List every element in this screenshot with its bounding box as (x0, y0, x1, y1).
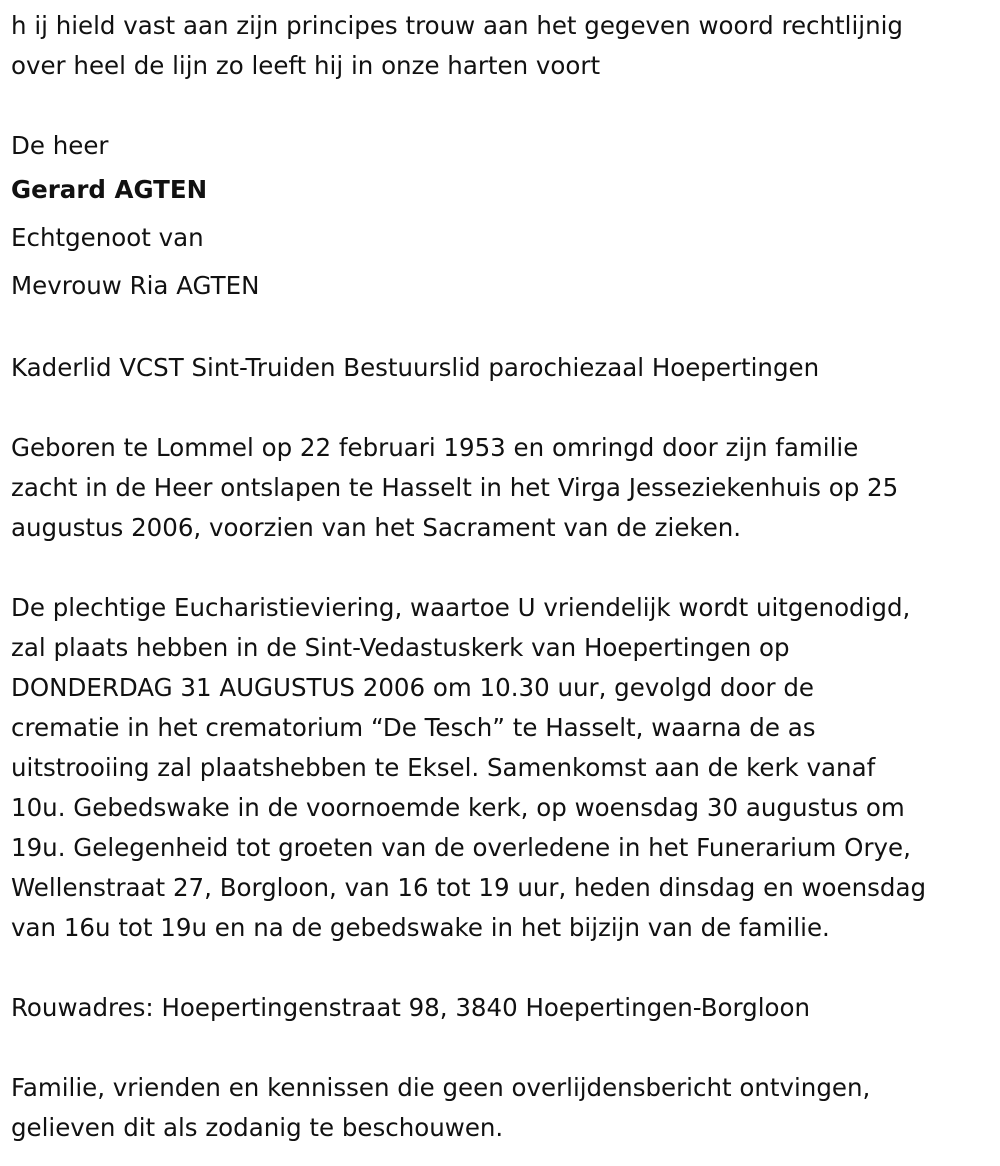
birth-death-line: augustus 2006, voorzien van het Sacrament van de zieken. (11, 513, 742, 542)
relation-text: Echtgenoot van (11, 223, 204, 252)
ceremony-line: DONDERDAG 31 AUGUSTUS 2006 om 10.30 uur, gevolgd door de (11, 673, 814, 702)
ceremony-line: Wellenstraat 27, Borgloon, van 16 tot 19 uur, heden dinsdag en woensdag (11, 873, 927, 902)
closing-line: Familie, vrienden en kennissen die geen overlijdensbericht ontvingen, (11, 1073, 871, 1102)
birth-death-paragraph (11, 428, 996, 548)
ceremony-line: zal plaats hebben in de Sint-Vedastuskerk van Hoepertingen op (11, 633, 790, 662)
deceased-name: Gerard AGTEN (11, 175, 208, 204)
ceremony-line: uitstrooiing zal plaatshebben te Eksel. Samenkomst aan de kerk vanaf (11, 753, 876, 782)
verse-line: h ij hield vast aan zijn principes trouw aan het gegeven woord rechtlijnig (11, 11, 903, 40)
closing-line: gelieven dit als zodanig te beschouwen. (11, 1113, 504, 1142)
roles-text: Kaderlid VCST Sint-Truiden Bestuurslid parochiezaal Hoepertingen (11, 353, 820, 382)
birth-death-line: zacht in de Heer ontslapen te Hasselt in het Virga Jesseziekenhuis op 25 (11, 473, 899, 502)
spouse-name: Mevrouw Ria AGTEN (11, 271, 260, 300)
ceremony-line: De plechtige Eucharistieviering, waartoe U vriendelijk wordt uitgenodigd, (11, 593, 911, 622)
verse-line: over heel de lijn zo leeft hij in onze harten voort (11, 51, 601, 80)
salutation: De heer (11, 131, 109, 160)
ceremony-line: 10u. Gebedswake in de voornoemde kerk, op woensdag 30 augustus om (11, 793, 905, 822)
obituary-notice (11, 6, 996, 1148)
birth-death-line: Geboren te Lommel op 22 februari 1953 en omringd door zijn familie (11, 433, 859, 462)
verse-paragraph (11, 6, 996, 86)
ceremony-line: crematie in het crematorium “De Tesch” te Hasselt, waarna de as (11, 713, 816, 742)
ceremony-line: 19u. Gelegenheid tot groeten van de overledene in het Funerarium Orye, (11, 833, 911, 862)
mourning-address: Rouwadres: Hoepertingenstraat 98, 3840 Hoepertingen-Borgloon (11, 993, 811, 1022)
ceremony-paragraph (11, 588, 996, 948)
closing-paragraph (11, 1068, 996, 1148)
ceremony-line: van 16u tot 19u en na de gebedswake in het bijzijn van de familie. (11, 913, 830, 942)
